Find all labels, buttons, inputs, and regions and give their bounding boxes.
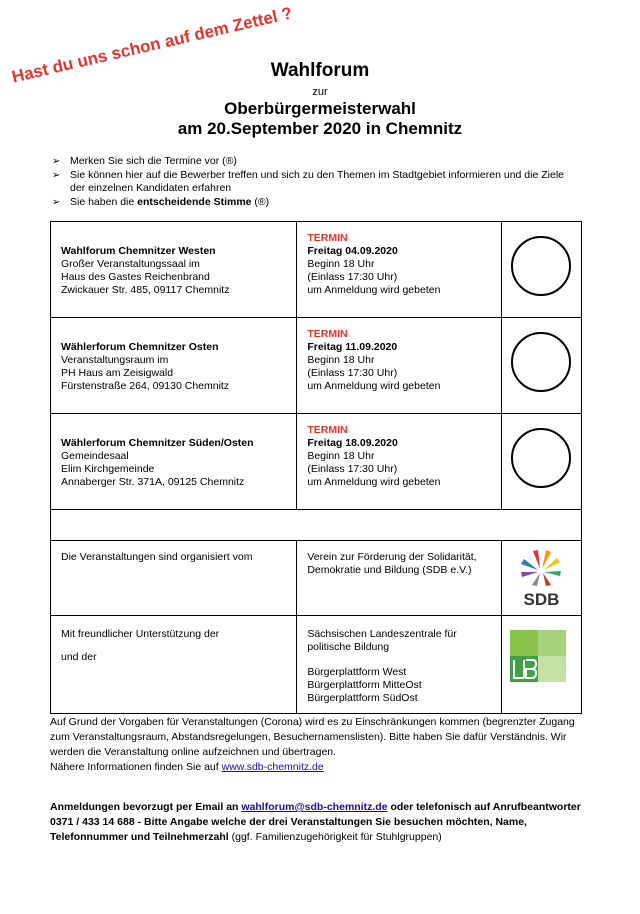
checkbox-cell xyxy=(501,318,581,414)
sdb-logo-petals xyxy=(521,550,561,586)
subtitle-date: am 20.September 2020 in Chemnitz xyxy=(177,119,463,138)
registration-paragraph: Anmeldungen bevorzugt per Email an wahlforum@sdb-chemnitz.de oder telefonisch auf Anrufbeantworter 0371 / 433 14 688 - Bitte Angabe welche der drei Veranstaltungen Sie besuchen möchten, Name, Telefonnummer und Teilnehmerzahl (ggf. Familienzugehörigkeit für Stuhlgruppen) xyxy=(50,801,581,843)
bullet-item: ➢ Sie können hier auf die Bewerber treffen und sich zu den Themen im Stadtgebiet informieren und die Ziele der einzelnen Kandidaten erfahren xyxy=(52,169,582,195)
email-link[interactable]: wahlforum@sdb-chemnitz.de xyxy=(241,801,388,813)
organizer-row xyxy=(51,541,582,616)
support-names: Sächsischen Landeszentrale für politische Bildung Bürgerplattform West Bürgerplattform MitteOst Bürgerplattform SüdOst xyxy=(297,616,502,714)
event-row-sued xyxy=(51,414,582,510)
sdb-logo-cell xyxy=(501,541,581,616)
bullet-item: ➢ Merken Sie sich die Termine vor (®) xyxy=(52,155,582,168)
organizer-label: Die Veranstaltungen sind organisiert vom xyxy=(51,541,297,616)
checkbox-cell xyxy=(501,222,581,318)
event-venue: Wählerforum Chemnitzer Süden/Osten Gemeindesaal Elim Kirchgemeinde Annaberger Str. 371A, 09125 Chemnitz xyxy=(51,414,297,510)
mark-circle[interactable] xyxy=(511,332,571,392)
event-date: TERMIN Freitag 04.09.2020 Beginn 18 Uhr (Einlass 17:30 Uhr) um Anmeldung wird gebeten xyxy=(297,222,502,318)
mark-circle[interactable] xyxy=(511,428,571,488)
page-title: Wahlforum xyxy=(270,60,370,81)
subtitle-zur: zur xyxy=(312,86,328,98)
website-link[interactable]: www.sdb-chemnitz.de xyxy=(221,761,324,773)
lpb-logo-cell xyxy=(501,616,581,714)
organizer-name: Verein zur Förderung der Solidarität, Demokratie und Bildung (SDB e.V.) xyxy=(297,541,502,616)
sdb-logo-text: SDB xyxy=(523,590,560,609)
subtitle-election: Oberbürgermeisterwahl xyxy=(224,99,416,118)
stamp-slogan: Hast du uns schon auf dem Zettel ? xyxy=(10,3,295,87)
event-venue: Wahlforum Chemnitzer Westen Großer Veranstaltungssaal im Haus des Gastes Reichenbrand Zwickauer Str. 485, 09117 Chemnitz xyxy=(51,222,297,318)
info-paragraph: Auf Grund der Vorgaben für Veranstaltungen (Corona) wird es zu Einschränkungen kommen (begrenzter Zugang zum Veranstaltungsraum, Abstandsregelungen, Besuchernamenslisten). Bitte haben Sie dafür Verständnis. Wir werden die Veranstaltung online aufzeichnen und übertragen. Nähere Informationen finden Sie auf www.sdb-chemnitz.de xyxy=(50,716,575,773)
empty-row xyxy=(51,510,582,541)
checkbox-cell xyxy=(501,414,581,510)
sdb-logo xyxy=(502,541,581,611)
event-row-west xyxy=(51,222,582,318)
support-row xyxy=(51,616,582,714)
event-venue: Wählerforum Chemnitzer Osten Veranstaltungsraum im PH Haus am Zeisigwald Fürstenstraße 264, 09130 Chemnitz xyxy=(51,318,297,414)
event-date: TERMIN Freitag 18.09.2020 Beginn 18 Uhr (Einlass 17:30 Uhr) um Anmeldung wird gebeten xyxy=(297,414,502,510)
lpb-logo xyxy=(502,622,581,692)
event-row-ost xyxy=(51,318,582,414)
bullet-list xyxy=(52,155,582,210)
bullet-item: ➢ Sie haben die entscheidende Stimme (®) xyxy=(52,196,582,209)
event-table xyxy=(50,221,582,714)
support-label: Mit freundlicher Unterstützung der und der xyxy=(51,616,297,714)
mark-circle[interactable] xyxy=(511,236,571,296)
event-date: TERMIN Freitag 11.09.2020 Beginn 18 Uhr (Einlass 17:30 Uhr) um Anmeldung wird gebeten xyxy=(297,318,502,414)
